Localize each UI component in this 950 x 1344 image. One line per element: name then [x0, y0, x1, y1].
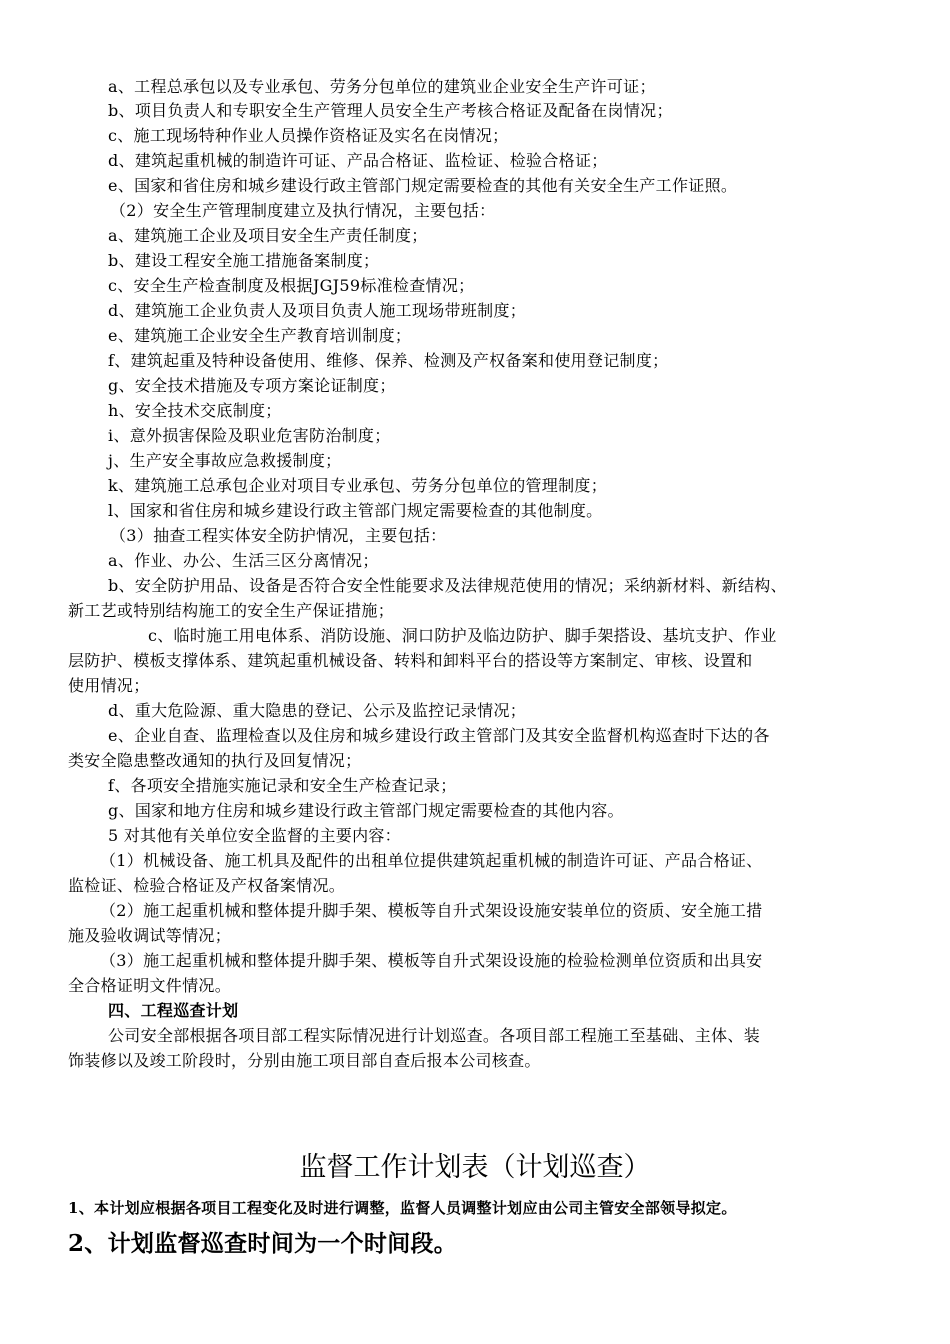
text-line: j、生产安全事故应急救援制度； — [108, 451, 342, 470]
text-line: 类安全隐患整改通知的执行及回复情况； — [68, 751, 362, 770]
text-line: c、临时施工用电体系、消防设施、洞口防护及临边防护、脚手架搭设、基坑支护、作业 — [148, 626, 777, 645]
text-line: c、施工现场特种作业人员操作资格证及实名在岗情况； — [108, 126, 509, 145]
text-line: l、国家和省住房和城乡建设行政主管部门规定需要检查的其他制度。 — [108, 501, 603, 520]
text-line: 施及验收调试等情况； — [68, 926, 232, 945]
text-line: 全合格证明文件情况。 — [68, 976, 232, 995]
page-title: 监督工作计划表（计划巡查） — [299, 1152, 651, 1183]
text-line: （1）机械设备、施工机具及配件的出租单位提供建筑起重机械的制造许可证、产品合格证、 — [100, 851, 763, 870]
text-line: （2）安全生产管理制度建立及执行情况，主要包括： — [110, 201, 496, 220]
text-line: g、安全技术措施及专项方案论证制度； — [108, 376, 396, 395]
text-line: （3）抽查工程实体安全防护情况，主要包括： — [110, 526, 447, 545]
note-time-period: 2、计划监督巡查时间为一个时间段。 — [68, 1230, 458, 1257]
section-heading: 四、工程巡查计划 — [108, 1001, 239, 1020]
text-line: e、国家和省住房和城乡建设行政主管部门规定需要检查的其他有关安全生产工作证照。 — [108, 176, 738, 195]
text-line: 饰装修以及竣工阶段时，分别由施工项目部自查后报本公司核查。 — [68, 1051, 541, 1070]
text-line: i、意外损害保险及职业危害防治制度； — [108, 426, 391, 445]
text-line: 层防护、模板支撑体系、建筑起重机械设备、转料和卸料平台的搭设等方案制定、审核、设置和 — [68, 651, 753, 670]
text-line: b、项目负责人和专职安全生产管理人员安全生产考核合格证及配备在岗情况； — [108, 101, 673, 120]
text-line: g、国家和地方住房和城乡建设行政主管部门规定需要检查的其他内容。 — [108, 801, 624, 820]
text-line: h、安全技术交底制度； — [108, 401, 282, 420]
text-line: a、工程总承包以及专业承包、劳务分包单位的建筑业企业安全生产许可证； — [108, 77, 656, 96]
text-line: 监检证、检验合格证及产权备案情况。 — [68, 876, 346, 895]
text-line: a、作业、办公、生活三区分离情况； — [108, 551, 379, 570]
text-line: （2）施工起重机械和整体提升脚手架、模板等自升式架设设施安装单位的资质、安全施工措 — [100, 901, 763, 920]
text-line: d、重大危险源、重大隐患的登记、公示及监控记录情况； — [108, 701, 527, 720]
text-line: b、安全防护用品、设备是否符合安全性能要求及法律规范使用的情况；采纳新材料、新结构、 — [108, 576, 787, 595]
text-line: 5 对其他有关单位安全监督的主要内容： — [108, 826, 401, 845]
text-line: d、建筑施工企业负责人及项目负责人施工现场带班制度； — [108, 301, 527, 320]
text-line: f、建筑起重及特种设备使用、维修、保养、检测及产权备案和使用登记制度； — [108, 351, 669, 370]
text-line: 使用情况； — [68, 676, 150, 695]
text-line: b、建设工程安全施工措施备案制度； — [108, 251, 380, 270]
text-line: 新工艺或特别结构施工的安全生产保证措施； — [68, 601, 395, 620]
text-line: d、建筑起重机械的制造许可证、产品合格证、监检证、检验合格证； — [108, 151, 608, 170]
text-line: 公司安全部根据各项目部工程实际情况进行计划巡查。各项目部工程施工至基础、主体、装 — [108, 1026, 761, 1045]
text-line: e、建筑施工企业安全生产教育培训制度； — [108, 326, 412, 345]
text-line: e、企业自查、监理检查以及住房和城乡建设行政主管部门及其安全监督机构巡查时下达的各 — [108, 726, 770, 745]
text-line: （3）施工起重机械和整体提升脚手架、模板等自升式架设设施的检验检测单位资质和出具安 — [100, 951, 763, 970]
text-line: c、安全生产检查制度及根据JGJ59标准检查情况； — [108, 276, 475, 295]
note-adjustment: 1、本计划应根据各项目工程变化及时进行调整，监督人员调整计划应由公司主管安全部领导拟定。 — [68, 1199, 737, 1217]
text-line: f、各项安全措施实施记录和安全生产检查记录； — [108, 776, 457, 795]
text-line: k、建筑施工总承包企业对项目专业承包、劳务分包单位的管理制度； — [108, 476, 607, 495]
text-line: a、建筑施工企业及项目安全生产责任制度； — [108, 226, 428, 245]
